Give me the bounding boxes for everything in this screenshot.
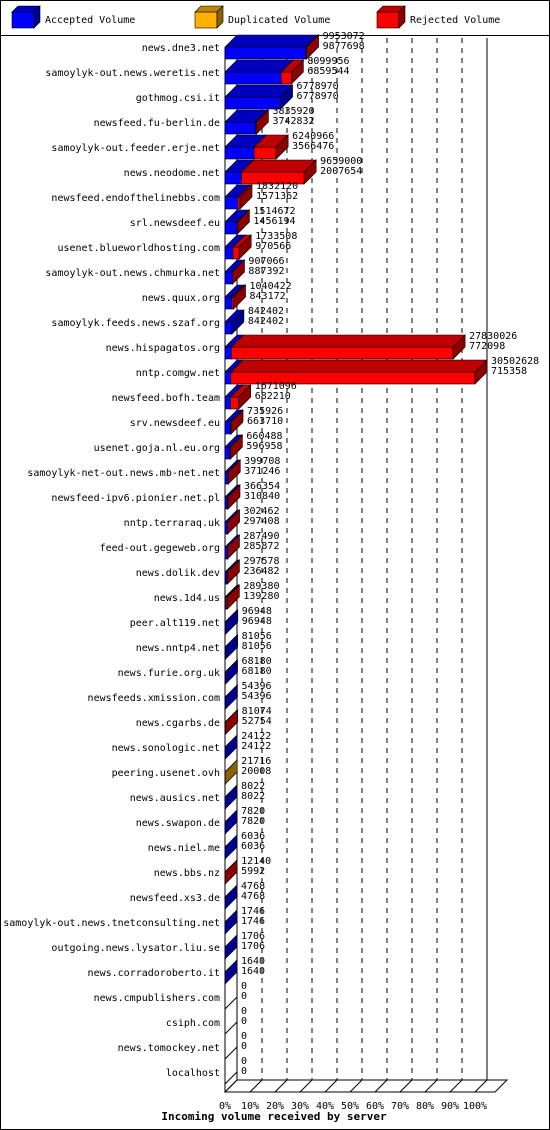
total-value-label: 96948 bbox=[241, 606, 272, 617]
bar-segment-accepted-front bbox=[225, 47, 306, 59]
total-value-label: 0 bbox=[241, 1031, 248, 1042]
bar-segment-rejected-front bbox=[233, 247, 239, 259]
total-value-label: 660488 bbox=[246, 431, 283, 442]
accepted-value-label: 96948 bbox=[241, 616, 272, 627]
bar-segment-accepted-front bbox=[225, 347, 231, 359]
bar-segment-rejected-front bbox=[281, 72, 291, 84]
server-label: srl.newsdeef.eu bbox=[129, 218, 220, 229]
total-value-label: 6240966 bbox=[292, 131, 335, 142]
accepted-value-label: 1706 bbox=[241, 941, 266, 952]
accepted-value-label: 9877698 bbox=[322, 41, 365, 52]
legend-swatch-box-accepted bbox=[12, 6, 40, 28]
total-value-label: 1733508 bbox=[255, 231, 298, 242]
server-label: peering.usenet.ovh bbox=[111, 768, 220, 779]
total-value-label: 68180 bbox=[241, 656, 272, 667]
legend-swatch-box-duplicated-front bbox=[195, 12, 217, 28]
total-value-label: 302462 bbox=[243, 506, 280, 517]
accepted-value-label: 371246 bbox=[244, 466, 281, 477]
bar-segment-rejected bbox=[231, 335, 465, 359]
server-label: news.dne3.net bbox=[141, 43, 220, 54]
server-label: samoylyk-out.news.weretis.net bbox=[45, 68, 220, 79]
accepted-value-label: 285872 bbox=[243, 541, 280, 552]
server-label: newsfeed.xs3.de bbox=[129, 893, 220, 904]
total-value-label: 81074 bbox=[241, 706, 272, 717]
total-value-label: 24122 bbox=[241, 731, 272, 742]
server-label: samoylyk.feeds.news.szaf.org bbox=[51, 318, 220, 329]
total-value-label: 0 bbox=[241, 1006, 248, 1017]
total-value-label: 7820 bbox=[241, 806, 266, 817]
accepted-value-label: 1571362 bbox=[256, 191, 299, 202]
total-value-label: 1671096 bbox=[254, 381, 297, 392]
total-value-label: 1746 bbox=[241, 906, 266, 917]
legend-label-duplicated: Duplicated Volume bbox=[228, 15, 331, 26]
accepted-value-label: 663710 bbox=[247, 416, 284, 427]
legend-swatch-duplicated bbox=[195, 6, 223, 28]
bar-segment-rejected-front bbox=[231, 347, 453, 359]
server-label: news.dolik.dev bbox=[135, 568, 220, 579]
bar-segment-accepted-front bbox=[225, 247, 233, 259]
accepted-value-label: 1746 bbox=[241, 916, 266, 927]
accepted-value-label: 1640 bbox=[241, 966, 266, 977]
bar-segment-accepted-front bbox=[225, 397, 231, 409]
server-label: news.bbs.nz bbox=[153, 868, 220, 879]
server-label: samoylyk-out.news.tnetconsulting.net bbox=[3, 918, 220, 929]
total-value-label: 54396 bbox=[241, 681, 272, 692]
server-label: usenet.blueworldhosting.com bbox=[57, 243, 220, 254]
bar-segment-accepted-front bbox=[225, 522, 227, 534]
server-label: outgoing.news.lysator.liu.se bbox=[51, 943, 220, 954]
server-label: news.corradoroberto.it bbox=[87, 968, 220, 979]
accepted-value-label: 139280 bbox=[243, 591, 280, 602]
bar-segment-rejected-front bbox=[231, 397, 239, 409]
server-label: news.swapon.de bbox=[135, 818, 220, 829]
server-label: news.ausics.net bbox=[129, 793, 220, 804]
total-value-label: 4768 bbox=[241, 881, 266, 892]
accepted-value-label: 0 bbox=[241, 1066, 248, 1077]
server-label: localhost bbox=[165, 1068, 220, 1079]
accepted-value-label: 843172 bbox=[249, 291, 286, 302]
bar-segment-accepted-front bbox=[225, 172, 241, 184]
accepted-value-label: 682210 bbox=[254, 391, 291, 402]
total-value-label: 297578 bbox=[243, 556, 280, 567]
server-label: news.1d4.us bbox=[153, 593, 220, 604]
bar-segment-accepted-front bbox=[225, 472, 228, 484]
server-label: feed-out.gegeweb.org bbox=[99, 543, 220, 554]
x-tick-label-3: 30% bbox=[290, 1101, 310, 1112]
server-label: news.nntp4.net bbox=[135, 643, 220, 654]
total-value-label: 9953072 bbox=[322, 31, 365, 42]
total-value-label: 1514672 bbox=[253, 206, 296, 217]
bar-segment-rejected-top bbox=[231, 335, 465, 347]
accepted-value-label: 52754 bbox=[241, 716, 272, 727]
bar-segment-rejected-top bbox=[241, 160, 316, 172]
accepted-value-label: 8022 bbox=[241, 791, 266, 802]
bar-segment-accepted-front bbox=[225, 497, 228, 509]
accepted-value-label: 1456194 bbox=[253, 216, 296, 227]
accepted-value-label: 842402 bbox=[247, 316, 285, 327]
server-label: newsfeed.endofthelinebbs.com bbox=[51, 193, 220, 204]
server-label: samoylyk-net-out.news.mb-net.net bbox=[27, 468, 220, 479]
bar-segment-accepted-front bbox=[225, 147, 254, 159]
total-value-label: 1040422 bbox=[249, 281, 292, 292]
total-value-label: 12140 bbox=[241, 856, 272, 867]
total-value-label: 81056 bbox=[241, 631, 272, 642]
x-tick-label-2: 20% bbox=[265, 1101, 285, 1112]
server-label: samoylyk-out.feeder.erje.net bbox=[51, 143, 220, 154]
server-label: news.cgarbs.de bbox=[135, 718, 220, 729]
accepted-value-label: 68180 bbox=[241, 666, 272, 677]
x-tick-label-1: 10% bbox=[240, 1101, 260, 1112]
accepted-value-label: 81056 bbox=[241, 641, 272, 652]
total-value-label: 27830026 bbox=[469, 331, 518, 342]
accepted-value-label: 715358 bbox=[491, 366, 528, 377]
server-label: csiph.com bbox=[165, 1018, 220, 1029]
server-label: newsfeeds.xmission.com bbox=[87, 693, 220, 704]
total-value-label: 735926 bbox=[247, 406, 284, 417]
x-axis-title: Incoming volume received by server bbox=[161, 1110, 387, 1123]
accepted-value-label: 970566 bbox=[255, 241, 292, 252]
bar-segment-accepted-front bbox=[225, 447, 230, 459]
x-tick-label-7: 70% bbox=[390, 1101, 410, 1112]
bar-segment-accepted bbox=[225, 35, 318, 59]
accepted-value-label: 297408 bbox=[243, 516, 280, 527]
total-value-label: 6036 bbox=[241, 831, 266, 842]
server-label: srv.newsdeef.eu bbox=[129, 418, 220, 429]
x-tick-label-6: 60% bbox=[365, 1101, 385, 1112]
x-tick-label-4: 40% bbox=[315, 1101, 335, 1112]
total-value-label: 9659000 bbox=[320, 156, 363, 167]
server-label: usenet.goja.nl.eu.org bbox=[93, 443, 220, 454]
bar-segment-accepted-front bbox=[225, 297, 232, 309]
x-tick-label-5: 50% bbox=[340, 1101, 360, 1112]
accepted-value-label: 0 bbox=[241, 1016, 248, 1027]
accepted-value-label: 5992 bbox=[241, 866, 266, 877]
bar-segment-accepted-front bbox=[225, 547, 227, 559]
accepted-value-label: 0 bbox=[241, 991, 248, 1002]
accepted-value-label: 236482 bbox=[243, 566, 280, 577]
accepted-value-label: 3566476 bbox=[292, 141, 335, 152]
server-label: newsfeed.bofh.team bbox=[111, 393, 220, 404]
x-tick-label-8: 80% bbox=[415, 1101, 435, 1112]
legend-label-rejected: Rejected Volume bbox=[410, 15, 501, 26]
accepted-value-label: 24122 bbox=[241, 741, 272, 752]
server-label: peer.alt119.net bbox=[129, 618, 220, 629]
x-tick-label-10: 100% bbox=[462, 1101, 488, 1112]
server-label: nntp.terraraq.uk bbox=[123, 518, 220, 529]
server-label: gothmog.csi.it bbox=[135, 93, 220, 104]
bar-segment-accepted-front bbox=[225, 222, 237, 234]
total-value-label: 0 bbox=[241, 1056, 248, 1067]
total-value-label: 366354 bbox=[244, 481, 281, 492]
total-value-label: 30502628 bbox=[491, 356, 540, 367]
server-label: news.quux.org bbox=[141, 293, 220, 304]
server-label: newsfeed.fu-berlin.de bbox=[93, 118, 220, 129]
total-value-label: 399708 bbox=[244, 456, 281, 467]
legend-swatch-rejected bbox=[377, 6, 405, 28]
bar-segment-accepted-front bbox=[225, 322, 232, 334]
accepted-value-label: 6036 bbox=[241, 841, 266, 852]
server-label: news.neodome.net bbox=[123, 168, 220, 179]
total-value-label: 1640 bbox=[241, 956, 266, 967]
accepted-value-label: 4768 bbox=[241, 891, 266, 902]
server-label: news.tomockey.net bbox=[117, 1043, 220, 1054]
server-label: news.niel.me bbox=[147, 843, 220, 854]
accepted-value-label: 20008 bbox=[241, 766, 272, 777]
total-value-label: 0 bbox=[241, 981, 248, 992]
total-value-label: 1832120 bbox=[256, 181, 299, 192]
total-value-label: 8099956 bbox=[307, 56, 350, 67]
legend-swatch-box-duplicated bbox=[195, 6, 223, 28]
x-tick-label-0: 0% bbox=[218, 1101, 232, 1112]
legend-swatch-box-rejected bbox=[377, 6, 405, 28]
server-label: news.hispagatos.org bbox=[105, 343, 220, 354]
server-label: nntp.comgw.net bbox=[135, 368, 220, 379]
accepted-value-label: 772098 bbox=[469, 341, 506, 352]
accepted-value-label: 6859544 bbox=[307, 66, 350, 77]
server-label: newsfeed-ipv6.pionier.net.pl bbox=[51, 493, 220, 504]
accepted-value-label: 2007654 bbox=[320, 166, 363, 177]
bar-segment-rejected-front bbox=[238, 197, 240, 209]
bar-segment-rejected-front bbox=[254, 147, 276, 159]
total-value-label: 1706 bbox=[241, 931, 266, 942]
total-value-label: 842402 bbox=[247, 306, 285, 317]
legend-swatch-box-accepted-front bbox=[12, 12, 34, 28]
bar-segment-accepted-front bbox=[225, 422, 230, 434]
accepted-value-label: 3742832 bbox=[272, 116, 315, 127]
accepted-value-label: 6778970 bbox=[296, 91, 339, 102]
bar-segment-accepted-front bbox=[225, 272, 232, 284]
x-tick-label-9: 90% bbox=[440, 1101, 460, 1112]
accepted-value-label: 310840 bbox=[244, 491, 281, 502]
total-value-label: 6778970 bbox=[296, 81, 339, 92]
bar-segment-accepted-front bbox=[225, 122, 256, 134]
total-value-label: 907066 bbox=[248, 256, 285, 267]
bar-segment-accepted-front bbox=[225, 197, 238, 209]
legend-swatch-box-rejected-front bbox=[377, 12, 399, 28]
accepted-value-label: 887392 bbox=[248, 266, 285, 277]
bar-segment-accepted-front bbox=[225, 372, 231, 384]
legend-swatch-accepted bbox=[12, 6, 40, 28]
total-value-label: 21716 bbox=[241, 756, 272, 767]
server-label: news.furie.org.uk bbox=[117, 668, 220, 679]
server-label: news.sonologic.net bbox=[111, 743, 220, 754]
total-value-label: 3835920 bbox=[272, 106, 315, 117]
accepted-value-label: 7820 bbox=[241, 816, 266, 827]
accepted-value-label: 596958 bbox=[246, 441, 283, 452]
accepted-value-label: 0 bbox=[241, 1041, 248, 1052]
legend-label-accepted: Accepted Volume bbox=[45, 15, 136, 26]
server-label: news.cmpublishers.com bbox=[93, 993, 220, 1004]
accepted-value-label: 54396 bbox=[241, 691, 272, 702]
bar-segment-accepted-top bbox=[225, 35, 318, 47]
bar-segment-rejected-top bbox=[231, 360, 487, 372]
total-value-label: 8022 bbox=[241, 781, 266, 792]
bar-segment-accepted-front bbox=[225, 72, 281, 84]
server-label: samoylyk-out.news.chmurka.net bbox=[45, 268, 220, 279]
total-value-label: 287490 bbox=[243, 531, 280, 542]
total-value-label: 289380 bbox=[243, 581, 280, 592]
